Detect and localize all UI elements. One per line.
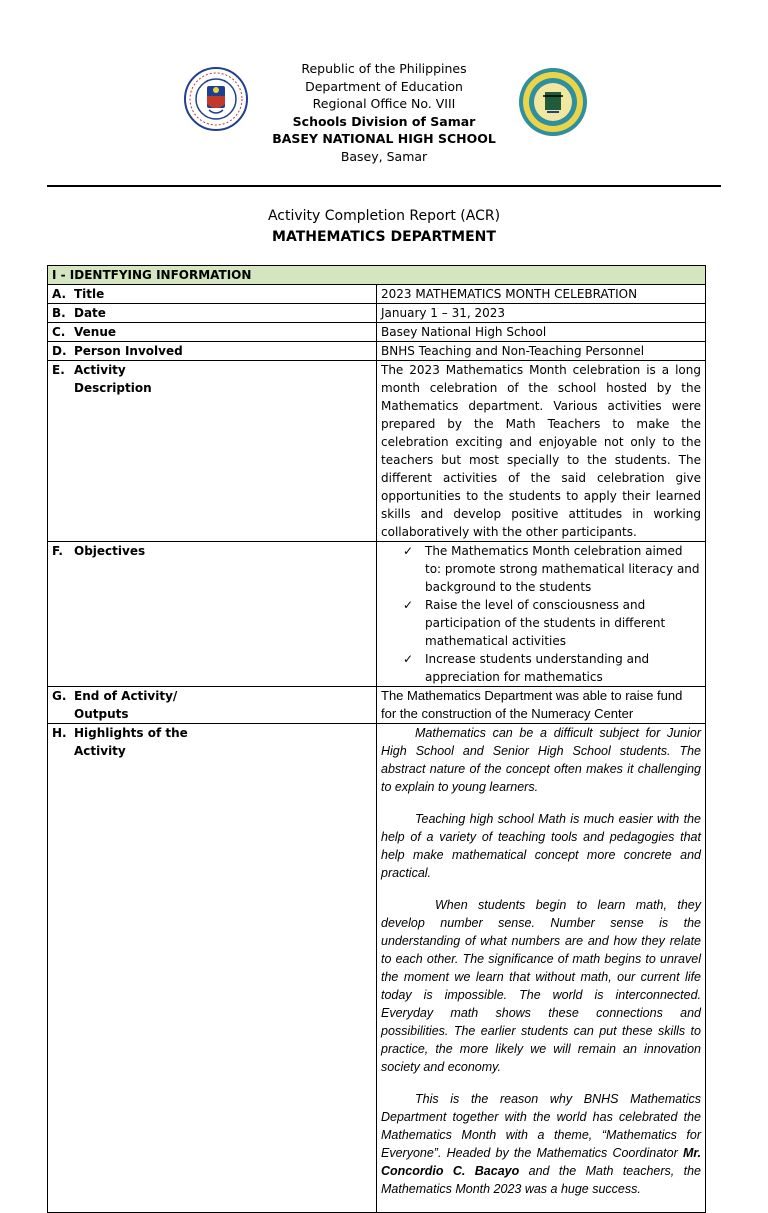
header-line-2: Department of Education [305,78,463,94]
venue-value: Basey National High School [377,323,706,342]
highlights-paragraph-2: Teaching high school Math is much easier with the help of a variety of teaching tools and pedagogies that help make mathematical concept more concrete and practical. [381,812,701,880]
description-value: The 2023 Mathematics Month celebration is a long month celebration of the school hosted by the Mathematics department. Various activities were prepared by the Math Teachers to make the celebration exciting and enjoyable not only to the teachers but most specially to the students. The different activities of the said celebration give opportunities to the students to apply their learned skills and develop positive attitudes in working collaboratively with the other participants. [377,361,706,542]
row-label: F. Objectives [48,542,377,687]
row-label: H. Highlights of the Activity [48,724,377,1213]
row-label: D. Person Involved [48,342,377,361]
highlights-paragraph-3: When students begin to learn math, they develop number sense. Number sense is the understanding of what numbers are and how they relate to each other. The significance of math begins to unravel the moment we learn that without math, our current life today is impossible. The world is interconnected. Everyday math shows these connections and possibilities. The earlier students can put these skills to practice, the more likely we will remain an innovation society and economy. [381,898,701,1074]
person-value: BNHS Teaching and Non-Teaching Personnel [377,342,706,361]
coordinator-name: Mr. Concordio C. Bacayo [381,1146,701,1178]
date-value: January 1 – 31, 2023 [377,304,706,323]
highlights-paragraph-1: Mathematics can be a difficult subject for Junior High School and Senior High School students. The abstract nature of the concept often makes it challenging to explain to young learners. [381,726,701,794]
table-row [48,304,706,323]
outputs-value: The Mathematics Department was able to raise fund for the construction of the Numeracy Center [377,687,706,724]
header-line-1: Republic of the Philippines [301,61,467,76]
row-label: C. Venue [48,323,377,342]
objectives-list [381,542,701,686]
letterhead [0,60,768,165]
table-row [48,342,706,361]
table-row [48,361,706,542]
table-row [48,687,706,724]
table-row [48,724,706,1213]
header-line-3: Regional Office No. VIII [312,96,456,111]
table-row [48,323,706,342]
section-header: I - IDENTFYING INFORMATION [48,266,706,285]
list-item: ✓ Raise the level of consciousness and participation of the students in different mathematical activities [403,596,701,650]
header-divider [47,185,721,187]
report-title: Activity Completion Report (ACR) [267,208,501,224]
highlights-paragraph-4: This is the reason why BNHS Mathematics Department together with the world has celebrated the Mathematics Month with a theme, “Mathematics for Everyone”. Headed by the Mathematics Coordinator Mr. Concordio C. Bacayo and the Math teachers, the Mathematics Month 2023 was a huge success. [381,1092,701,1196]
row-label: E. Activity Description [48,361,377,542]
highlights-value [377,724,706,1213]
objectives-value [377,542,706,687]
row-label: B. Date [48,304,377,323]
row-label: G. End of Activity/ Outputs [48,687,377,724]
header-line-4: Schools Division of Samar [292,113,476,129]
report-title-block [0,206,768,248]
row-label: A. Title [48,285,377,304]
list-item: ✓ Increase students understanding and appreciation for mathematics [403,650,701,686]
section-row [48,266,706,285]
school-name: BASEY NATIONAL HIGH SCHOOL [272,131,496,146]
table-row [48,542,706,687]
table-row [48,285,706,304]
department-title: MATHEMATICS DEPARTMENT [272,229,496,245]
list-item: ✓ The Mathematics Month celebration aimed to: promote strong mathematical literacy and background to the students [403,542,701,596]
header-line-6: Basey, Samar [340,148,428,164]
acr-table [47,265,706,1213]
title-value: 2023 MATHEMATICS MONTH CELEBRATION [377,285,706,304]
